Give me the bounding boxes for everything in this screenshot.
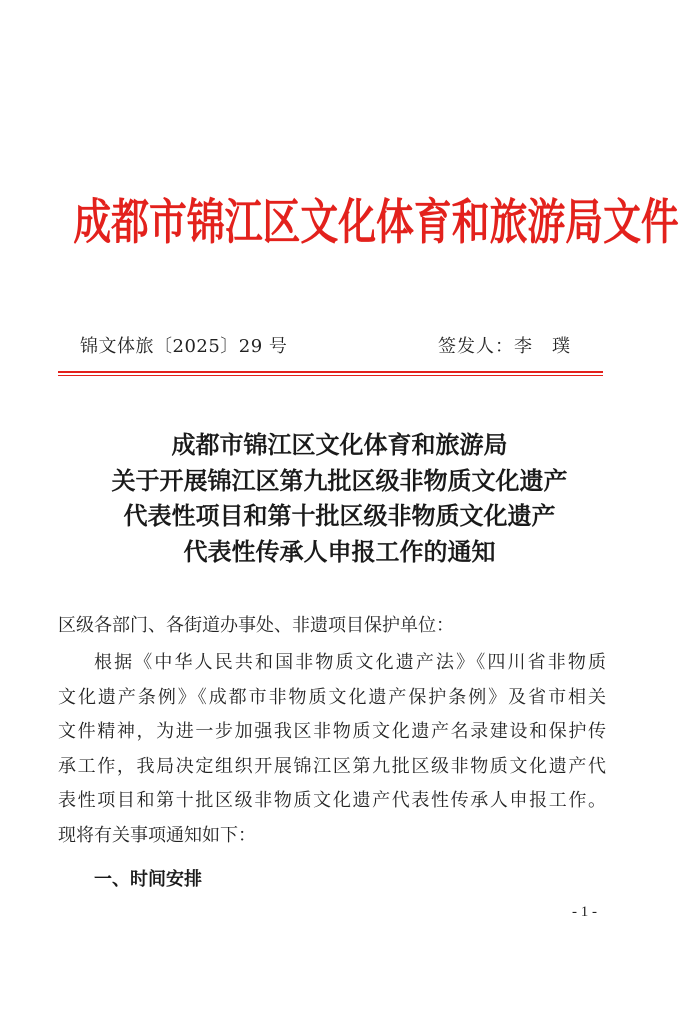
section-heading: 一、时间安排 [94, 869, 202, 890]
red-divider-thin [58, 375, 603, 376]
title-line: 成都市锦江区文化体育和旅游局 [171, 430, 508, 459]
body-line: 现将有关事项通知如下： [58, 824, 256, 846]
body-line: 表性项目和第十批区级非物质文化遗产代表性传承人申报工作。 [58, 790, 606, 811]
body-line: 文化遗产条例》《成都市非物质文化遗产保护条例》及省市相关 [58, 686, 606, 708]
body-line: 文件精神，为进一步加强我区非物质文化遗产名录建设和保护传 [58, 721, 606, 742]
title-line: 代表性项目和第十批区级非物质文化遗产 [123, 501, 556, 530]
document-number: 锦文体旅〔2025〕29 号 [80, 336, 288, 357]
title-line: 代表性传承人申报工作的通知 [183, 536, 496, 566]
salutation: 区级各部门、各街道办事处、非遗项目保护单位： [58, 615, 454, 636]
body-paragraph [58, 646, 606, 853]
masthead-title: 成都市锦江区文化体育和旅游局文件 [73, 194, 679, 251]
body-line: 承工作，我局决定组织开展锦江区第九批区级非物质文化遗产代 [58, 755, 606, 777]
title-line: 关于开展锦江区第九批区级非物质文化遗产 [111, 465, 568, 495]
red-divider-thick [58, 371, 603, 373]
page-number: - 1 - [572, 904, 597, 920]
body-line: 根据《中华人民共和国非物质文化遗产法》《四川省非物质 [94, 652, 606, 673]
signer: 签发人：李 璞 [438, 336, 571, 357]
document-title [40, 427, 639, 569]
